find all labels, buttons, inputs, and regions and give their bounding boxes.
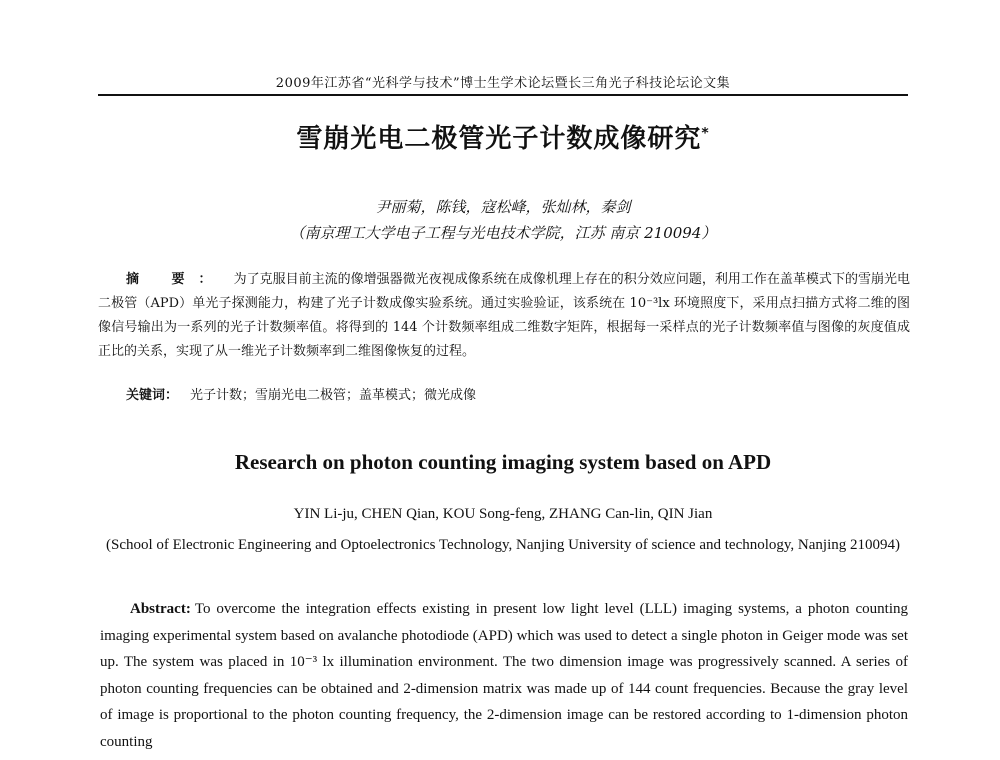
chinese-authors: 尹丽菊，陈钱，寇松峰，张灿林，秦剑 [375, 198, 631, 216]
english-abstract-text: To overcome the integration effects existing in present low light level (LLL) imaging systems, a photon counting imaging experimental system based on avalanche photodiode (APD) which was used to detect a single photon in Geiger mode was set up. The system was placed in 10⁻³ lx illumination environment. The two dimension image was progressively scanned. A series of photon counting frequencies can be obtained and 2-dimension matrix was made up of 144 count frequencies. Because the gray level of image is proportional to the photon counting frequency, the 2-dimension image can be restored according to 1-dimension photon counting [100, 601, 908, 750]
chinese-title [98, 118, 908, 155]
english-affiliation: (School of Electronic Engineering and Optoelectronics Technology, Nanjing University of science and technology, Nanjing 210094) [105, 537, 900, 553]
english-authors: YIN Li-ju, CHEN Qian, KOU Song-feng, ZHANG Can-lin, QIN Jian [293, 506, 713, 522]
running-header: 2009年江苏省“光科学与技术”博士生学术论坛暨长三角光子科技论坛论文集 [275, 76, 731, 91]
english-abstract-label: Abstract: [130, 601, 191, 617]
chinese-keywords-text: 光子计数；雪崩光电二极管；盖革模式；微光成像 [190, 388, 477, 403]
english-abstract [100, 596, 908, 755]
chinese-title-text: 雪崩光电二极管光子计数成像研究 [296, 124, 702, 154]
chinese-abstract-text: 为了克服目前主流的像增强器微光夜视成像系统在成像机理上存在的积分效应问题，利用工作在盖革模式下的雪崩光电二极管（APD）单光子探测能力，构建了光子计数成像实验系统。通过实验验证，该系统在 10⁻³lx 环境照度下，采用点扫描方式将二维的图像信号输出为一系列的光子计数频率值。将得到的 144 个计数频率组成二维数字矩阵，根据每一采样点的光子计数频率值与图像的灰度值成正比的关系，实现了从一维光子计数频率到二维图像恢复的过程。 [98, 272, 910, 359]
title-footnote-mark: * [701, 125, 710, 142]
chinese-affiliation: （南京理工大学电子工程与光电技术学院，江苏 南京 210094） [289, 224, 717, 242]
chinese-keywords-label: 关键词： [126, 388, 179, 403]
english-title: Research on photon counting imaging system based on APD [234, 450, 772, 474]
chinese-keywords [126, 384, 906, 408]
header-rule [98, 94, 908, 96]
chinese-abstract [98, 268, 910, 364]
chinese-abstract-label: 摘 要： [126, 272, 226, 287]
